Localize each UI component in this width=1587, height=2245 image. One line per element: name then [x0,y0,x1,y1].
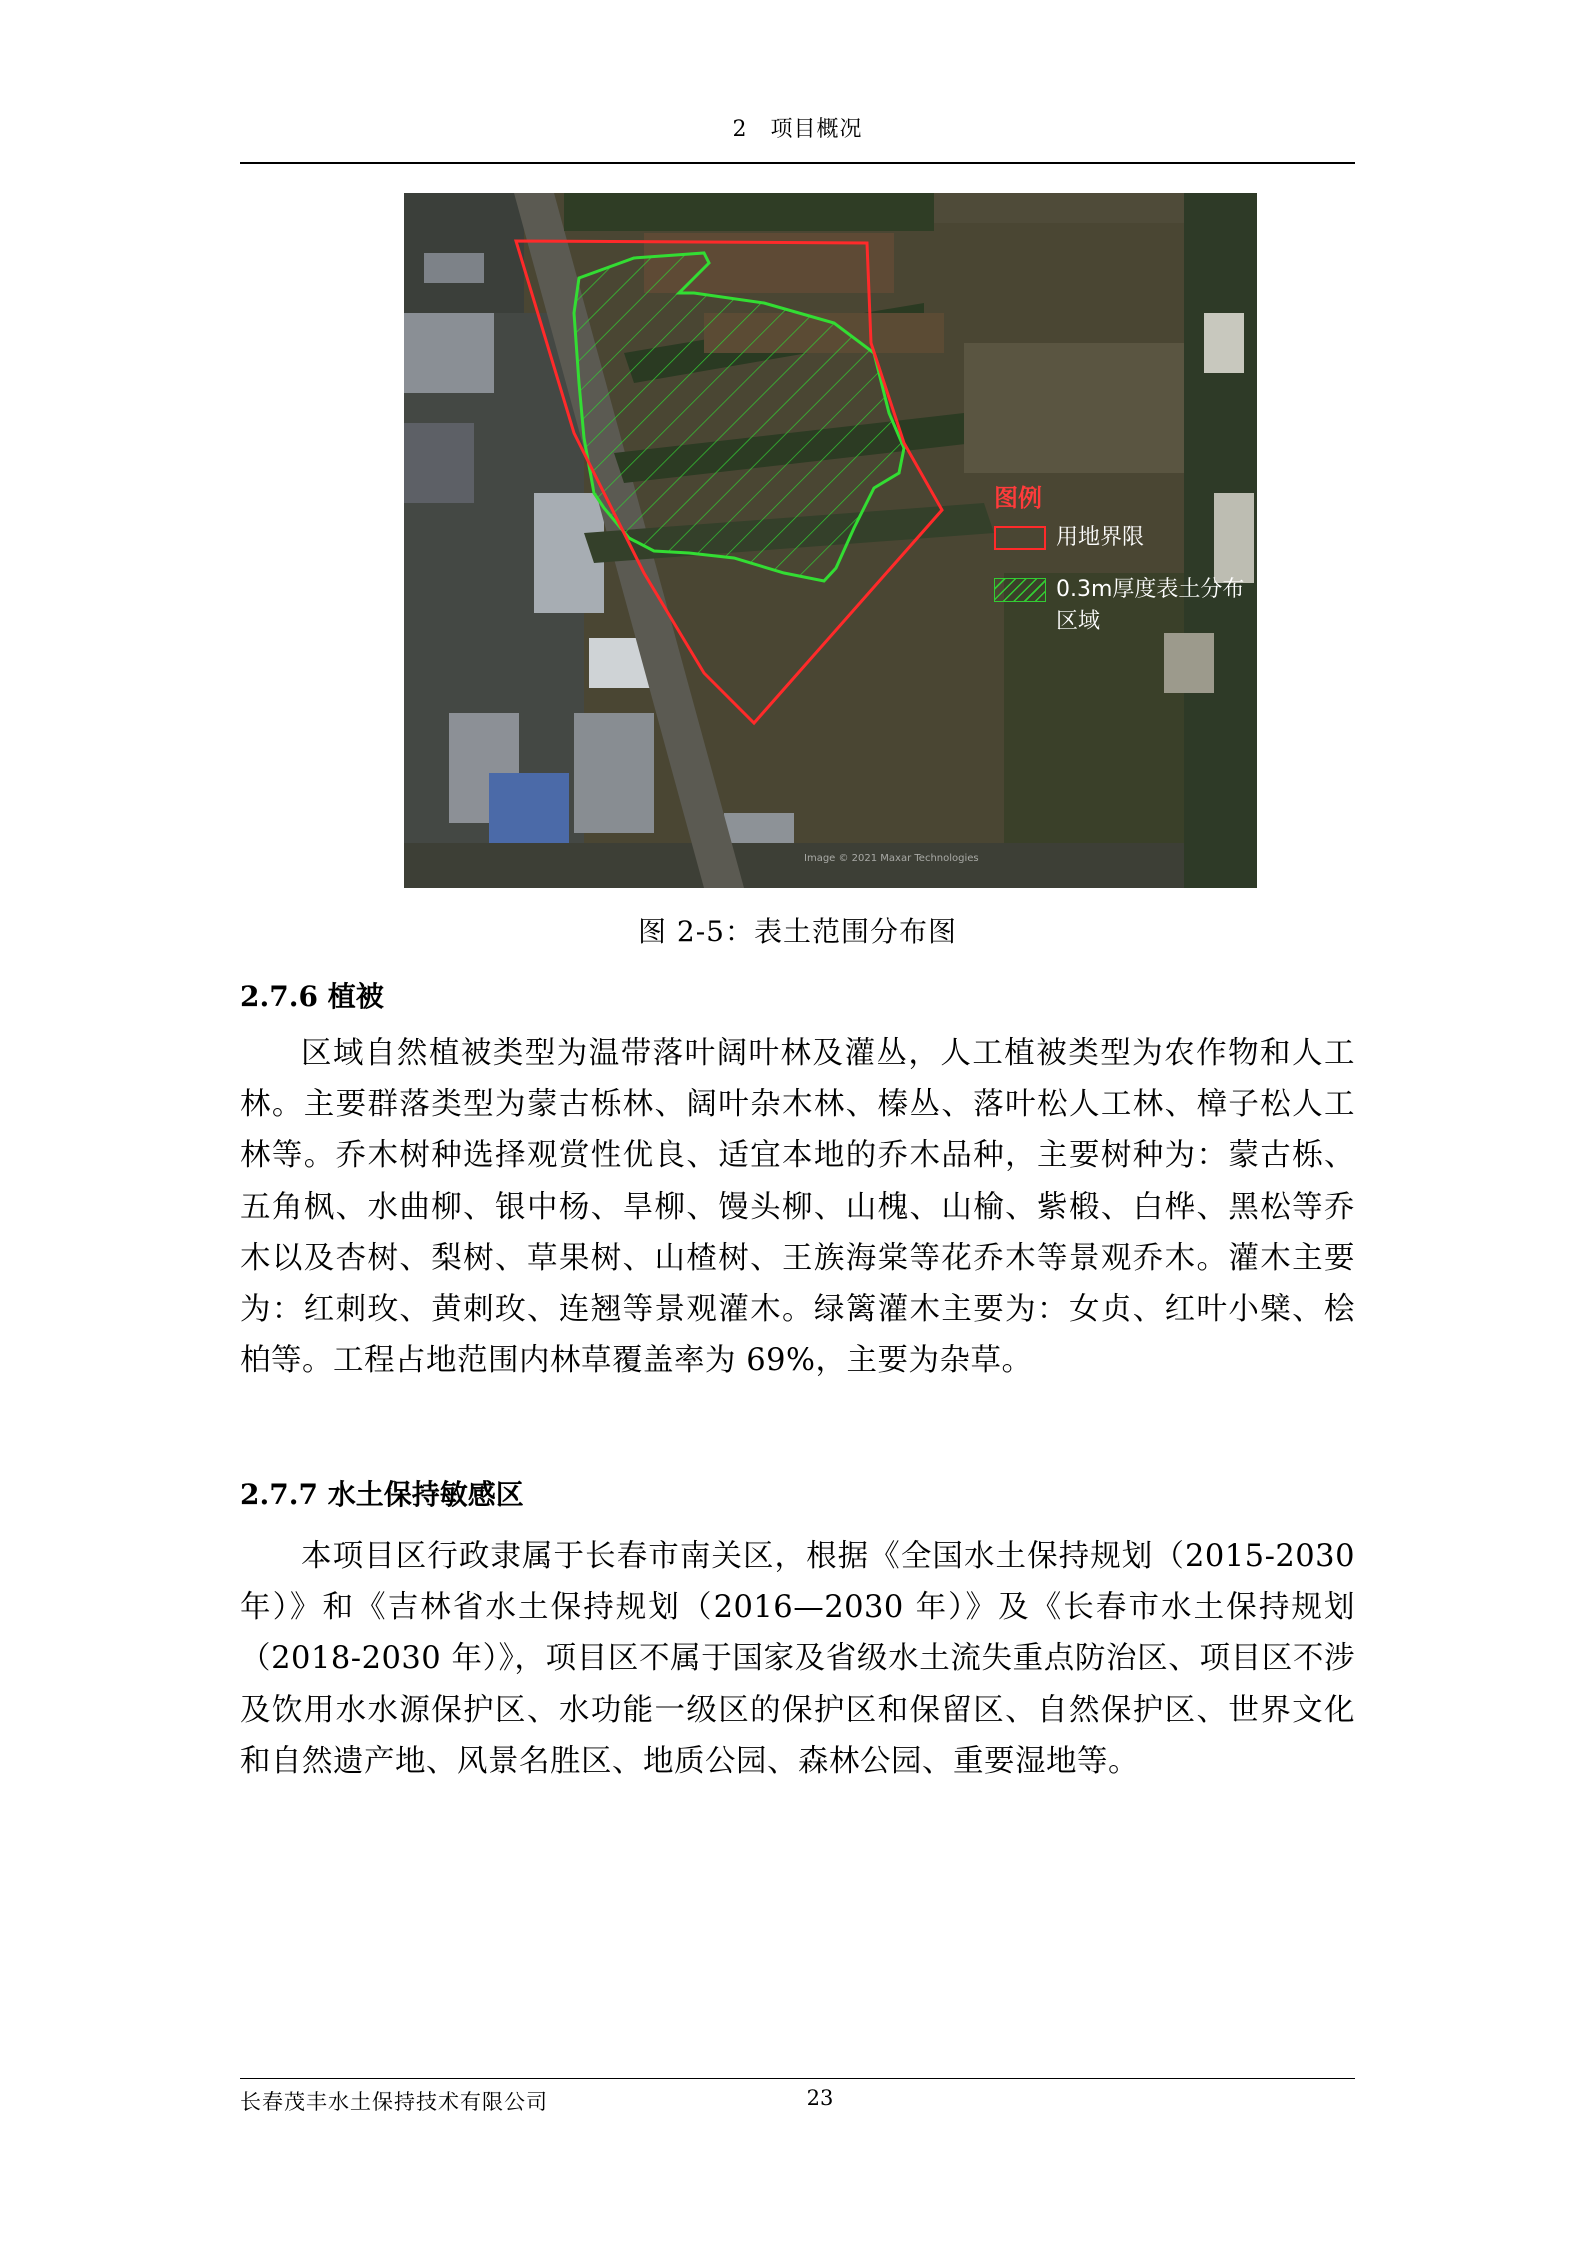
section-paragraph-vegetation: 区域自然植被类型为温带落叶阔叶林及灌丛，人工植被类型为农作物和人工林。主要群落类型为蒙古栎林、阔叶杂木林、榛丛、落叶松人工林、樟子松人工林等。乔木树种选择观赏性优良、适宜本地的乔木品种，主要树种为：蒙古栎、五角枫、水曲柳、银中杨、旱柳、馒头柳、山槐、山榆、紫椴、白桦、黑松等乔木以及杏树、梨树、草果树、山楂树、王族海棠等花乔木等景观乔木。灌木主要为：红刺玫、黄刺玫、连翘等景观灌木。绿篱灌木主要为：女贞、红叶小檗、桧柏等。工程占地范围内林草覆盖率为 69%，主要为杂草。 [240,1036,1355,1379]
section-heading-sensitive-areas: 2.7.7 水土保持敏感区 [240,1478,524,1511]
header-rule [240,162,1355,164]
legend-label-boundary: 用地界限 [1056,525,1145,550]
satellite-map-figure [404,193,1257,888]
figure-caption: 图 2-5：表土范围分布图 [638,915,957,948]
map-legend [984,478,1257,648]
legend-title: 图例 [994,484,1042,512]
boundary-swatch [994,526,1046,550]
footer-company: 长春茂丰水土保持技术有限公司 [240,2090,548,2114]
image-watermark: Image © 2021 Maxar Technologies [804,853,979,864]
running-header: 2 项目概况 [732,117,863,142]
footer-rule [240,2078,1355,2079]
topsoil-swatch [994,578,1046,602]
section-heading-vegetation: 2.7.6 植被 [240,980,384,1013]
legend-label-topsoil: 0.3m厚度表土分布区域 [1056,577,1245,634]
page-number: 23 [806,2086,834,2110]
section-paragraph-sensitive-areas: 本项目区行政隶属于长春市南关区，根据《全国水土保持规划（2015-2030 年）》和《吉林省水土保持规划（2016—2030 年）》及《长春市水土保持规划（2018-2030 年）》，项目区不属于国家及省级水土流失重点防治区、项目区不涉及饮用水水源保护区、水功能一级区的保护区和保留区、自然保护区、世界文化和自然遗产地、风景名胜区、地质公园、森林公园、重要湿地等。 [240,1539,1355,1779]
